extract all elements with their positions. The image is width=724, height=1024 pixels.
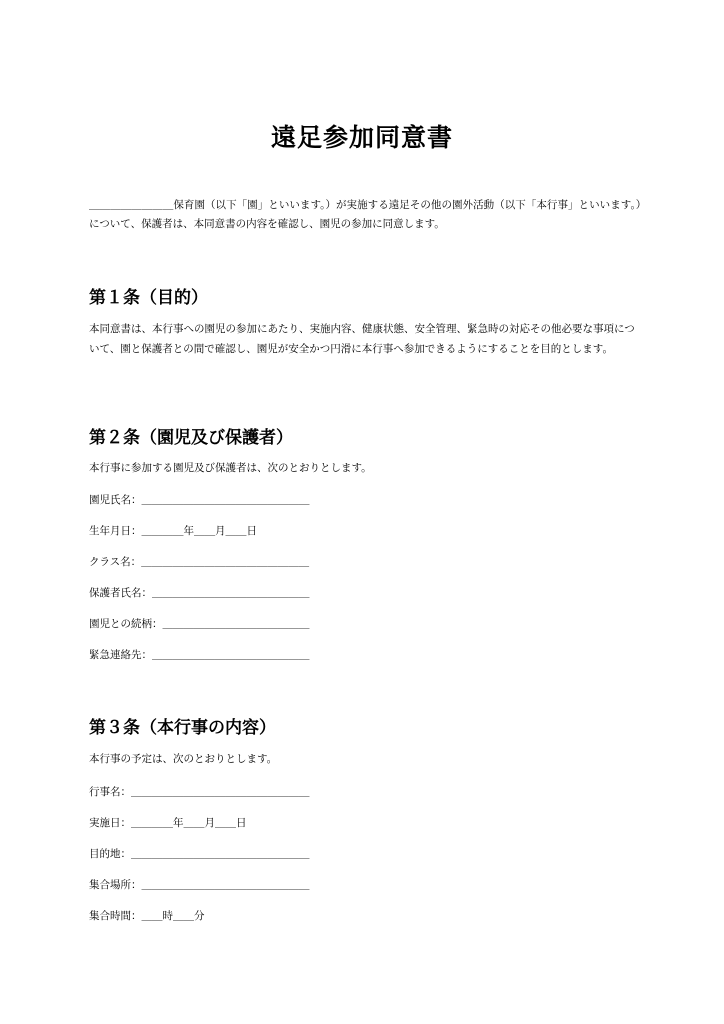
article-2-heading: 第２条（園児及び保護者） — [89, 428, 293, 448]
field-guardian-name[interactable]: 保護者氏名：＿＿＿＿＿＿＿＿＿＿＿＿＿＿＿ — [89, 587, 310, 599]
field-destination[interactable]: 目的地：＿＿＿＿＿＿＿＿＿＿＿＿＿＿＿＿＿ — [89, 848, 310, 860]
field-relationship[interactable]: 園児との続柄：＿＿＿＿＿＿＿＿＿＿＿＿＿＿ — [89, 618, 310, 630]
field-meeting-time[interactable]: 集合時間：＿＿時＿＿分 — [89, 910, 205, 922]
field-child-name[interactable]: 園児氏名：＿＿＿＿＿＿＿＿＿＿＿＿＿＿＿＿ — [89, 494, 310, 506]
document-title: 遠足参加同意書 — [270, 123, 453, 152]
field-event-name[interactable]: 行事名：＿＿＿＿＿＿＿＿＿＿＿＿＿＿＿＿＿ — [89, 786, 310, 798]
field-meeting-place[interactable]: 集合場所：＿＿＿＿＿＿＿＿＿＿＿＿＿＿＿＿ — [89, 879, 310, 891]
field-emergency-contact[interactable]: 緊急連絡先：＿＿＿＿＿＿＿＿＿＿＿＿＿＿＿ — [89, 649, 310, 661]
article-3-heading: 第３条（本行事の内容） — [89, 718, 276, 738]
article-1-body: 本同意書は、本行事への園児の参加にあたり、実施内容、健康状態、安全管理、緊急時の対応その他必要な事項について、園と保護者との間で確認し、園児が安全かつ円滑に本行事へ参加できるようにすることを目的とします。 — [89, 323, 635, 355]
intro-paragraph: ＿＿＿＿＿＿＿＿保育園（以下「園」といいます。）が実施する遠足その他の園外活動（以下「本行事」といいます。）について、保護者は、本同意書の内容を確認し、園児の参加に同意します。 — [89, 199, 641, 230]
field-event-date[interactable]: 実施日：＿＿＿＿年＿＿月＿＿日 — [89, 817, 247, 829]
article-2-lead: 本行事に参加する園児及び保護者は、次のとおりとします。 — [89, 462, 372, 474]
field-class-name[interactable]: クラス名：＿＿＿＿＿＿＿＿＿＿＿＿＿＿＿＿ — [89, 556, 310, 568]
field-birth-date[interactable]: 生年月日：＿＿＿＿年＿＿月＿＿日 — [89, 525, 257, 537]
article-1-heading: 第１条（目的） — [89, 288, 208, 308]
article-3-lead: 本行事の予定は、次のとおりとします。 — [89, 753, 278, 765]
